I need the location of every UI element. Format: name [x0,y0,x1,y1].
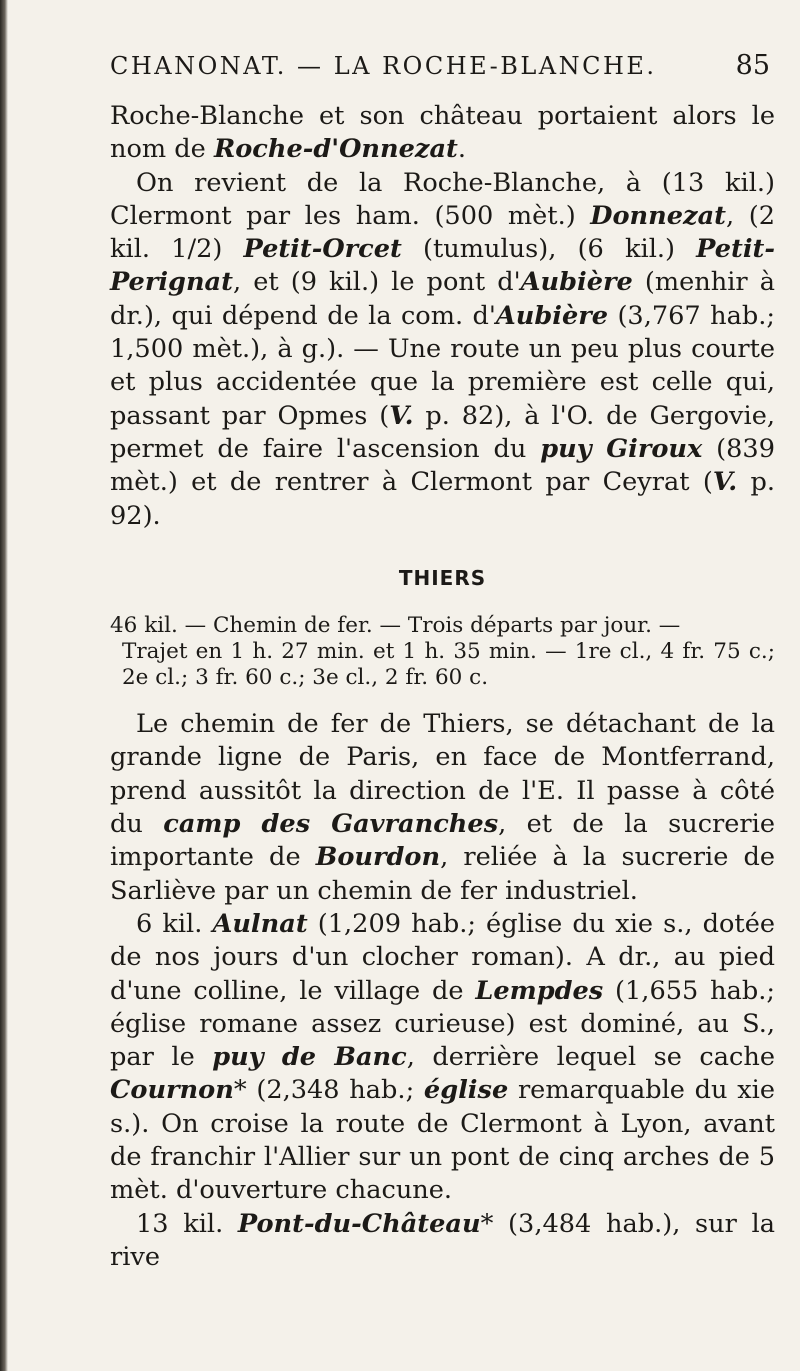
text-run: * (3,484 hab.), sur la rive [110,1208,775,1272]
place-name: Roche-d'Onnezat [213,134,458,165]
text-run: Le chemin de fer de Thiers, se détachant de la grande ligne de Paris, en face de Montferrand, prend aussitôt la direction de l'E. Il passe à côté du [110,709,775,840]
body-text [110,100,775,1274]
text-run: . [457,134,467,165]
text-run: , et (9 kil.) le pont d' [232,267,521,298]
text-run: , (2 kil. 1/2) [110,200,775,265]
text-run: , derrière lequel se cache [406,1042,775,1073]
place-name: Petit-Perignat [110,234,775,298]
place-name: Aubière [520,267,633,298]
paragraph-1 [110,100,775,167]
text-run: (tumulus), (6 kil.) [401,234,697,265]
paragraph-4 [110,908,775,1208]
text-run: 13 kil. [136,1208,238,1239]
text-run: (839 mèt.) et de rentrer à Clermont par Ceyrat ( [110,433,775,498]
place-name: église [423,1075,509,1106]
paragraph-5 [110,1208,775,1275]
place-name: Lempdes [475,975,604,1006]
text-run: On revient de la Roche-Blanche, à (13 kil.) Clermont par les ham. (500 mèt.) [110,167,775,231]
place-name: Cournon [110,1075,234,1106]
route-info [110,613,775,691]
binding-edge [0,0,8,1371]
text-run: Roche-Blanche et son château portaient alors le nom de [110,101,775,165]
cross-reference: V. [712,467,738,498]
running-head [110,50,770,81]
text-run: , reliée à la sucrerie de Sarliève par un chemin de fer industriel. [110,842,775,906]
cross-reference: V. [389,400,414,431]
place-name: puy de Banc [212,1042,407,1073]
place-name: puy Giroux [540,433,703,464]
place-name: Pont-du-Château [237,1208,481,1239]
place-name: Donnezat [590,200,726,231]
place-name: Bourdon [315,842,441,873]
place-name: Petit-Orcet [243,234,402,265]
text-run: * (2,348 hab.; [233,1075,424,1106]
text-run: p. 92). [110,467,775,531]
place-name: Aubière [495,300,609,331]
text-run: (3,767 hab.; 1,500 mèt.), à g.). — Une route un peu plus courte et plus accidentée que la première est celle qui, passant par Opmes ( [110,300,775,431]
route-info-line-2: Trajet en 1 h. 27 min. et 1 h. 35 min. — 1re cl., 4 fr. 75 c.; 2e cl.; 3 fr. 60 c.; 3e cl., 2 fr. 60 c. [122,639,775,691]
text-run: p. 82), à l'O. de Gergovie, permet de faire l'ascension du [110,400,775,464]
place-name: Aulnat [212,908,308,939]
paragraph-3 [110,708,775,908]
route-info-line-1: 46 kil. — Chemin de fer. — Trois départs par jour. — [110,613,681,639]
text-run: (1,655 hab.; église romane assez curieuse) est dominé, au S., par le [110,975,775,1073]
section-title: THIERS [398,565,487,590]
text-run: , et de la sucrerie importante de [110,809,775,873]
text-run: remarquable du xie s.). On croise la route de Clermont à Lyon, avant de franchir l'Allier sur un pont de cinq arches de 5 mèt. d'ouverture chacune. [110,1075,775,1206]
paragraph-2 [110,167,775,533]
text-run: (1,209 hab.; église du xie s., dotée de nos jours d'un clocher roman). A dr., au pied d'une colline, le village de [110,908,775,1006]
running-title: CHANONAT. — LA ROCHE-BLANCHE. [110,52,657,80]
page-number: 85 [735,50,770,81]
place-name: camp des Gavranches [163,809,499,840]
text-run: 6 kil. [136,908,213,939]
text-run: (menhir à dr.), qui dépend de la com. d' [110,267,775,331]
